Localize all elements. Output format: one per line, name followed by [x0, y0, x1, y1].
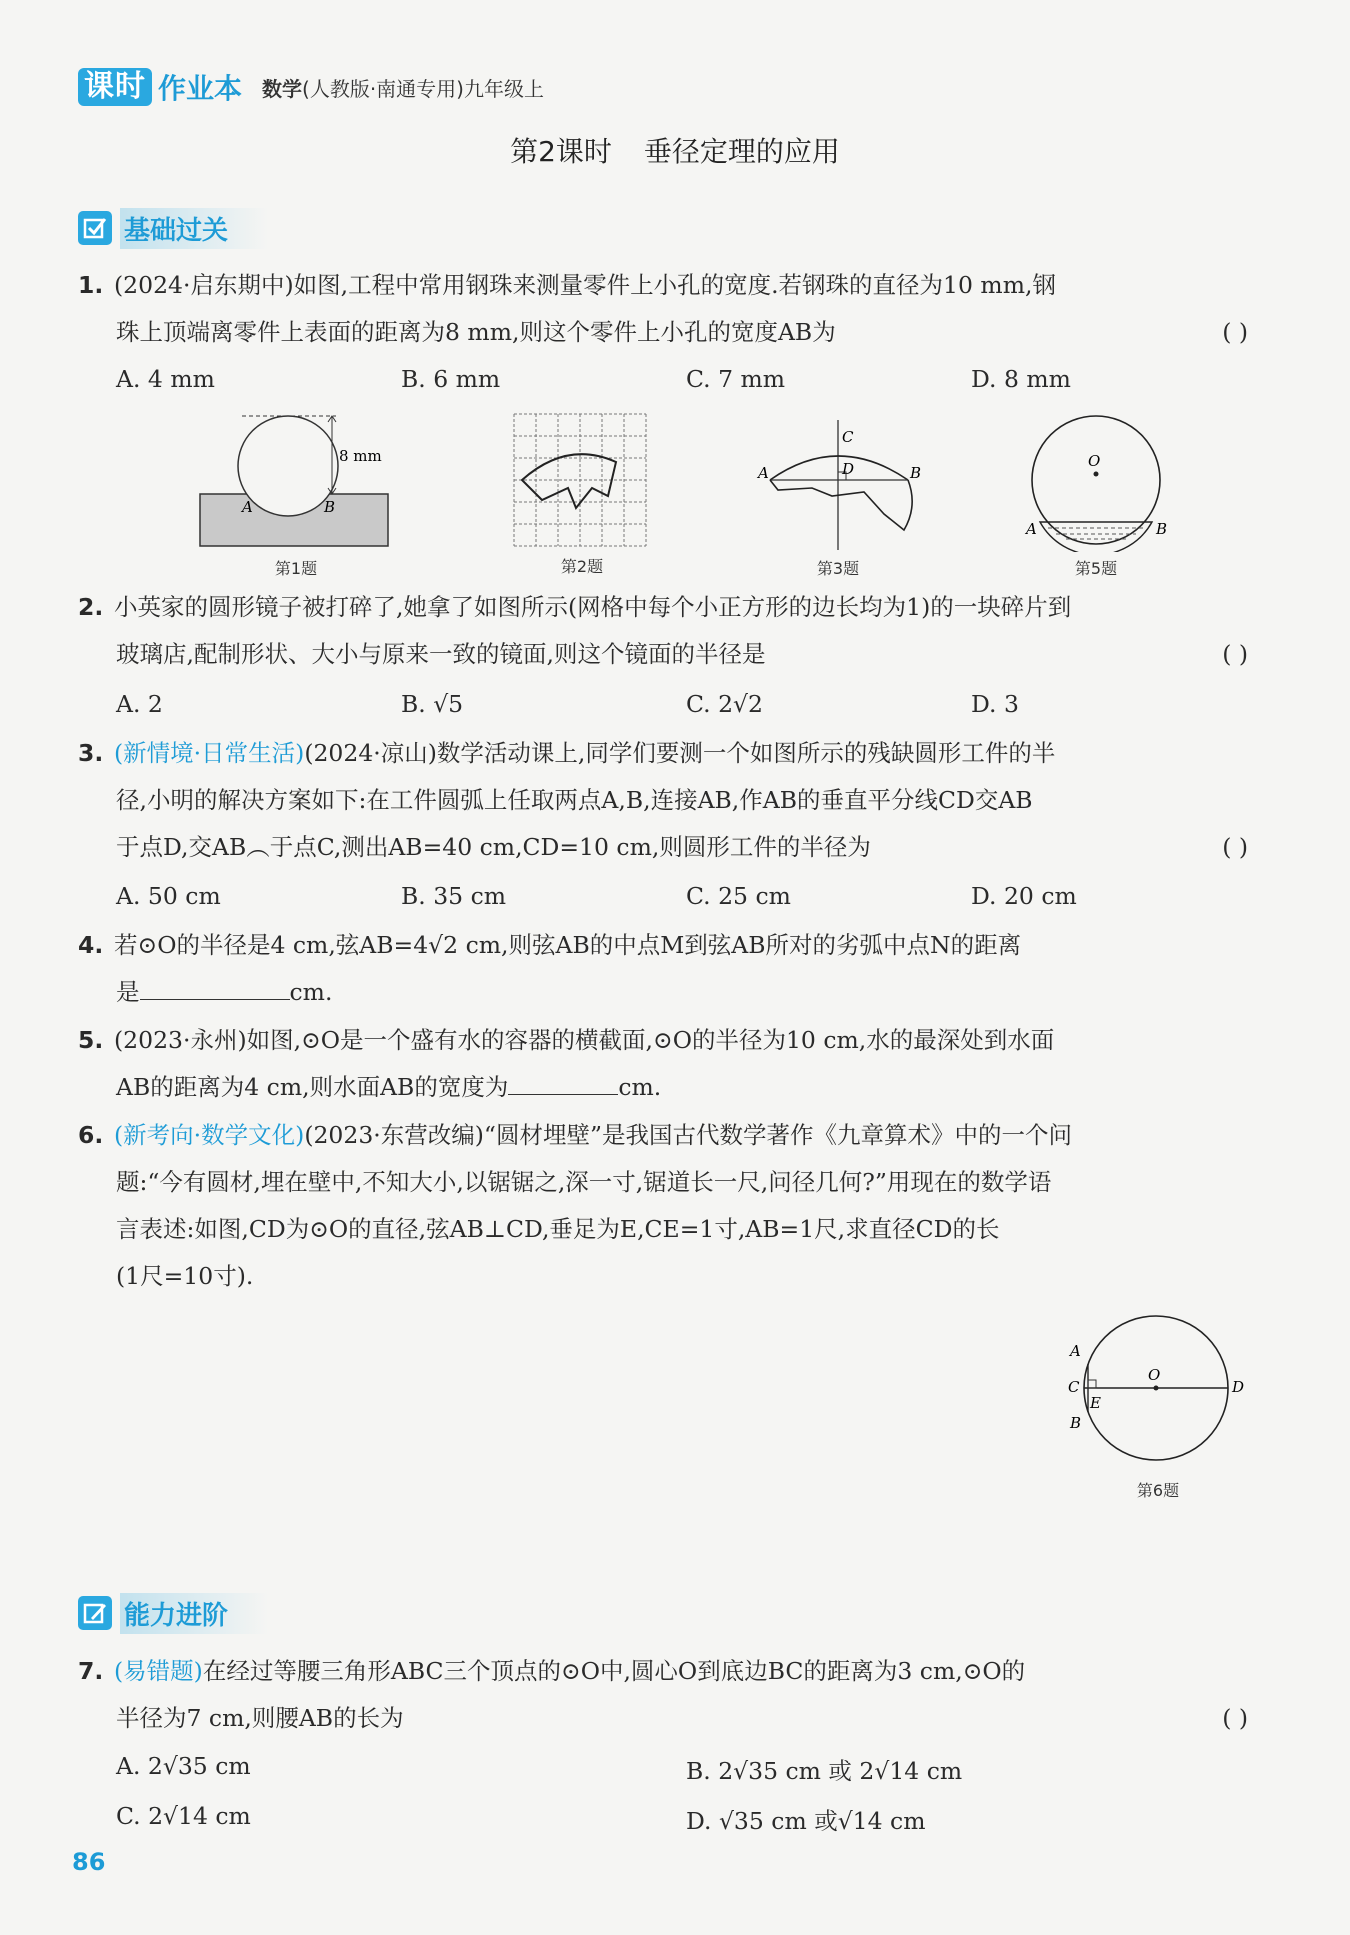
option-a[interactable]: A. 4 mm: [116, 365, 215, 393]
page-number: 86: [72, 1848, 106, 1876]
option-c[interactable]: C. 7 mm: [686, 365, 786, 393]
question-3-options: [116, 882, 1236, 910]
option-a[interactable]: A. 50 cm: [116, 882, 221, 910]
book-header: [78, 64, 544, 110]
figure-6-caption: 第6题: [1136, 1481, 1180, 1500]
section-advanced-label: 能力进阶: [120, 1593, 268, 1634]
svg-text:C: C: [1068, 1378, 1080, 1396]
answer-blank[interactable]: [140, 976, 290, 1001]
checkmark-icon: [78, 211, 112, 245]
figure-5: [1022, 412, 1172, 552]
option-c[interactable]: C. 25 cm: [686, 882, 791, 910]
option-d[interactable]: D. 8 mm: [971, 365, 1071, 393]
svg-text:B: B: [1070, 1414, 1082, 1432]
option-b[interactable]: B. 6 mm: [401, 365, 501, 393]
book-subtitle: 数学(人教版·南通专用)九年级上: [262, 76, 544, 101]
lesson-title: 第2课时 垂径定理的应用: [510, 135, 840, 168]
svg-text:E: E: [1090, 1394, 1101, 1412]
figure-1-caption: 第1题: [274, 559, 318, 578]
answer-blank[interactable]: [508, 1071, 618, 1096]
svg-text:C: C: [842, 428, 854, 446]
figure-1: [196, 412, 396, 552]
svg-text:A: A: [1070, 1342, 1081, 1360]
option-c[interactable]: C. 2√14 cm: [116, 1802, 251, 1830]
svg-text:B: B: [1156, 520, 1168, 538]
brand-name: 作业本: [158, 72, 243, 105]
brand-logo: 课时: [78, 68, 152, 106]
question-5: 5. (2023·永州)如图,⊙O是一个盛有水的容器的横截面,⊙O的半径为10 cm,水的最深处到水面 AB的距离为4 cm,则水面AB的宽度为 cm.: [78, 1026, 1055, 1101]
question-tag: (易错题): [114, 1657, 203, 1685]
svg-text:A: A: [1026, 520, 1037, 538]
svg-text:B: B: [324, 498, 336, 516]
question-4: 4. 若⊙O的半径是4 cm,弦AB=4√2 cm,则弦AB的中点M到弦AB所对的劣弧中点N的距离 是 cm.: [78, 931, 1022, 1006]
option-d[interactable]: D. √35 cm 或√14 cm: [686, 1807, 926, 1835]
question-6: 6. (新考向·数学文化)(2023·东营改编)“圆材埋壁”是我国古代数学著作《九章算术》中的一个问 题:“今有圆材,埋在壁中,不知大小,以锯锯之,深一寸,锯道长一尺,问径几何?”用现在的数学语 言表述:如图,CD为⊙O的直径,弦AB⊥CD,垂足为E,CE=1寸,AB=1尺,求直径CD的长 (1尺=10寸).: [78, 1121, 1072, 1290]
svg-text:D: D: [1232, 1378, 1245, 1396]
option-c[interactable]: C. 2√2: [686, 690, 763, 718]
question-tag: (新情境·日常生活): [114, 739, 305, 767]
question-2: 2. 小英家的圆形镜子被打碎了,她拿了如图所示(网格中每个小正方形的边长均为1)的一块碎片到 玻璃店,配制形状、大小与原来一致的镜面,则这个镜面的半径是 ( ): [78, 593, 1248, 668]
option-d[interactable]: D. 3: [971, 690, 1019, 718]
svg-text:O: O: [1088, 452, 1101, 470]
question-3: 3. (新情境·日常生活)(2024·凉山)数学活动课上,同学们要测一个如图所示的残缺圆形工件的半 径,小明的解决方案如下:在工件圆弧上任取两点A,B,连接AB,作AB的垂直平分线CD交AB 于点D,交AB︵于点C,测出AB=40 cm,CD=10 cm,则圆形工件的半径为 ( ): [78, 739, 1248, 861]
section-basic: [78, 208, 268, 248]
section-basic-label: 基础过关: [120, 208, 268, 249]
figure-3: [756, 418, 926, 552]
question-tag: (新考向·数学文化): [114, 1121, 305, 1149]
question-2-options: [116, 690, 1236, 718]
svg-text:A: A: [758, 464, 769, 482]
question-7: 7. (易错题)在经过等腰三角形ABC三个顶点的⊙O中,圆心O到底边BC的距离为3 cm,⊙O的 半径为7 cm,则腰AB的长为 ( ): [78, 1657, 1248, 1732]
option-b[interactable]: B. 35 cm: [401, 882, 507, 910]
figure-6: [1064, 1302, 1264, 1474]
section-advanced: [78, 1593, 268, 1633]
option-a[interactable]: A. 2: [116, 690, 163, 718]
svg-text:A: A: [242, 498, 253, 516]
pencil-icon: [78, 1596, 112, 1630]
question-1: 1. (2024·启东期中)如图,工程中常用钢珠来测量零件上小孔的宽度.若钢珠的直径为10 mm,钢 珠上顶端离零件上表面的距离为8 mm,则这个零件上小孔的宽度AB为 ( ): [78, 271, 1248, 346]
option-a[interactable]: A. 2√35 cm: [116, 1752, 251, 1780]
figure-3-caption: 第3题: [816, 559, 860, 578]
option-b[interactable]: B. √5: [401, 690, 464, 718]
svg-text:O: O: [1148, 1366, 1161, 1384]
option-b[interactable]: B. 2√35 cm 或 2√14 cm: [686, 1757, 963, 1785]
figure-2-caption: 第2题: [560, 557, 604, 576]
svg-text:D: D: [842, 460, 855, 478]
figure-5-caption: 第5题: [1074, 559, 1118, 578]
option-d[interactable]: D. 20 cm: [971, 882, 1077, 910]
figure-2: [512, 412, 652, 548]
question-1-options: [116, 365, 1236, 393]
svg-text:8 mm: 8 mm: [339, 447, 382, 465]
svg-text:B: B: [910, 464, 922, 482]
